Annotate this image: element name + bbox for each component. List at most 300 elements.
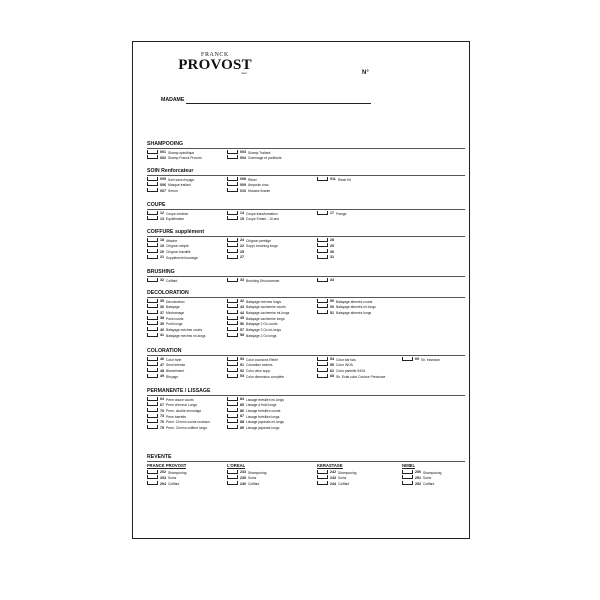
checkbox[interactable] [227,211,238,215]
service-row [147,188,465,194]
service-item [147,188,178,194]
section-decoloration [147,290,465,338]
checkbox[interactable] [147,249,158,253]
checkbox[interactable] [147,475,158,479]
checkbox[interactable] [147,238,158,242]
service-label: Coiffant [168,481,180,486]
service-code: 50 [330,299,334,304]
service-item [227,255,246,261]
service-code: 70 [160,408,164,413]
section-divider [147,355,465,356]
checkbox[interactable] [227,278,238,282]
checkbox[interactable] [227,182,238,186]
section-title: PERMANENTE / LISSAGE [147,388,211,394]
checkbox[interactable] [317,238,328,242]
service-code: 68 [330,374,334,379]
checkbox[interactable] [147,299,158,303]
revente-brand-headers [147,463,465,470]
service-code: 44 [240,310,244,315]
revente-section [147,454,465,487]
checkbox[interactable] [227,321,238,325]
checkbox[interactable] [227,475,238,479]
service-code: 19 [160,243,164,248]
checkbox[interactable] [227,402,238,406]
section-title: COIFFURE supplément [147,229,205,235]
service-item [402,481,434,487]
checkbox[interactable] [317,310,328,314]
checkbox[interactable] [227,188,238,192]
section-divider [147,209,465,210]
checkbox[interactable] [317,304,328,308]
service-code: 38 [160,316,164,321]
checkbox[interactable] [147,414,158,418]
service-label: Soin sans rinçage [168,177,195,182]
service-label: Shamp Traitant [248,150,271,155]
service-code: 51 [240,362,244,367]
checkbox[interactable] [147,316,158,320]
service-code: 250 [415,470,421,475]
service-item [147,255,198,261]
service-code: 45 [240,316,244,321]
checkbox[interactable] [227,374,238,378]
section-title: SHAMPOOING [147,141,184,147]
section-title: COLORATION [147,348,182,354]
service-label: Color INOA [336,362,353,367]
service-label: Balayage alternés mi-longs [336,304,376,309]
service-item [147,216,184,222]
service-row [147,216,465,222]
service-code: 31 [330,255,334,260]
service-label: Coupe transformation [246,211,278,216]
service-label: Soins [423,475,432,480]
checkbox[interactable] [227,255,238,259]
service-code: 001 [160,150,166,155]
section-title: REVENTE [147,454,172,460]
service-code: 36 [160,304,164,309]
service-label: Perm. Chrono coiffure longs [166,425,207,430]
service-code: 251 [415,475,421,480]
service-code: 17 [330,211,334,216]
section-title: DECOLORATION [147,290,189,296]
service-code: 243 [330,475,336,480]
service-label: Méchamage [166,310,185,315]
service-code: 43 [240,304,244,309]
checkbox[interactable] [147,278,158,282]
service-label: Perm cheveux Longs [166,402,197,407]
checkbox[interactable] [317,368,328,372]
section-title: COUPE [147,202,166,208]
checkbox[interactable] [402,475,413,479]
section-coiffure-suppl-ment [147,229,465,260]
service-label: Perm. Chrono courts rouleaux [166,420,210,425]
checkbox[interactable] [317,475,328,479]
checkbox[interactable] [227,155,238,159]
madame-label: MADAME [161,97,185,103]
section-coupe [147,202,465,222]
section-coloration [147,348,465,379]
service-label: Coiffant [338,481,350,486]
service-label: Shamp Franck Provost [168,155,202,160]
checkbox[interactable] [317,362,328,366]
section-title: SOIN Renforcateur [147,168,194,174]
service-code: 54 [330,357,334,362]
checkbox[interactable] [317,177,328,181]
service-code: 37 [160,310,164,315]
checkbox[interactable] [227,216,238,220]
service-label: Balayage 2 Oc longs [246,333,277,338]
service-item [317,255,336,261]
checkbox[interactable] [147,243,158,247]
service-code: 73 [160,414,164,419]
service-label: Balayage alternés longs [336,310,372,315]
brand-header [147,463,186,469]
checkbox[interactable] [317,211,328,215]
service-item [147,481,179,487]
service-label: Balayage [166,304,180,309]
service-label: Point longs [166,322,183,327]
section-divider [147,276,465,277]
service-label: Coloration racines [246,362,273,367]
section-soin-renforcateur [147,168,465,194]
service-label: Color deux supp. [246,368,271,373]
service-label: Ampoule choc [248,182,269,187]
service-code: 005 [160,177,166,182]
service-code: 79 [160,425,164,430]
service-item [147,333,206,339]
brand-header-label: L'OREAL [227,462,246,468]
checkbox[interactable] [227,243,238,247]
service-code: 244 [330,481,336,486]
checkbox[interactable] [227,310,238,314]
checkbox[interactable] [147,321,158,325]
service-item [227,188,270,194]
checkbox[interactable] [227,316,238,320]
checkbox[interactable] [147,481,158,485]
service-code: 239 [240,475,246,480]
checkbox[interactable] [227,333,238,337]
service-code: 240 [240,481,246,486]
service-label: Color bar bas [336,357,356,362]
service-label: Suppl. brushing longs [246,243,278,248]
service-label: Coiffant [248,481,260,486]
service-code: 002 [160,155,166,160]
checkbox[interactable] [147,255,158,259]
service-code: 39 [160,322,164,327]
service-code: 30 [330,249,334,254]
section-shampooing [147,141,465,161]
service-code: 008 [240,177,246,182]
service-code: 13 [160,216,164,221]
service-code: 85 [240,402,244,407]
service-label: Shampooing [423,470,442,475]
service-code: 46 [160,357,164,362]
service-code: 24 [240,238,244,243]
checkbox[interactable] [147,397,158,401]
checkbox[interactable] [147,216,158,220]
service-label: Décoloration [166,299,185,304]
checkbox[interactable] [317,249,328,253]
brand-header [227,463,245,469]
checkbox[interactable] [147,211,158,215]
checkbox[interactable] [147,177,158,181]
service-label: Rituel [248,177,257,182]
checkbox[interactable] [227,150,238,154]
service-code: 14 [240,211,244,216]
service-code: 56 [240,322,244,327]
checkbox[interactable] [227,357,238,361]
checkbox[interactable] [147,362,158,366]
service-item [317,481,349,487]
service-code: 69 [415,357,419,362]
service-code: 55 [330,362,334,367]
checkbox[interactable] [317,243,328,247]
service-code: 53 [240,357,244,362]
checkbox[interactable] [227,327,238,331]
brand-header-label: FRANCK PROVOST [147,462,187,468]
service-label: Sh. Eclat color Couleur Précieuse [336,374,386,379]
service-code: 53 [240,374,244,379]
service-item [147,155,202,161]
checkbox[interactable] [227,425,238,429]
checkbox[interactable] [147,333,158,337]
service-code: 004 [240,155,246,160]
checkbox[interactable] [147,150,158,154]
service-code: 64 [160,397,164,402]
service-label: Rinçage [166,374,179,379]
checkbox[interactable] [227,238,238,242]
checkbox[interactable] [227,414,238,418]
service-code: 007 [160,188,166,193]
logo-top: FRANCK [201,52,229,58]
checkbox[interactable] [227,304,238,308]
checkbox[interactable] [227,177,238,181]
checkbox[interactable] [227,249,238,253]
checkbox[interactable] [317,374,328,378]
section-divider [147,461,465,462]
service-row [147,425,465,431]
section-divider [147,395,465,396]
service-label: Point courts [166,316,184,321]
service-code: 29 [330,243,334,248]
service-label: Balayage 2 Oc mi-longs [246,327,282,332]
service-label: Chignon prestige [246,238,271,243]
checkbox[interactable] [227,470,238,474]
service-code: 204 [160,481,166,486]
service-label: Shampooing [338,470,357,475]
checkbox[interactable] [317,470,328,474]
checkbox[interactable] [147,419,158,423]
service-label: Coiffant [423,481,435,486]
section-divider [147,297,465,298]
service-item [147,425,207,431]
service-label: Coiffant [166,278,178,283]
brand-header-label: KERASTASE [317,462,343,468]
service-code: 009 [240,182,246,187]
service-code: 49 [160,374,164,379]
service-code: 48 [160,368,164,373]
checkbox[interactable] [147,368,158,372]
service-code: 51 [330,310,334,315]
checkbox[interactable] [147,425,158,429]
checkbox[interactable] [227,362,238,366]
service-label: Balayage cachemire longs [246,316,285,321]
salon-service-form [132,41,470,539]
service-code: 242 [330,470,336,475]
franck-provost-logo [175,52,255,76]
service-label: Masque traitant [168,182,191,187]
service-code: 006 [160,182,166,187]
service-row [147,255,465,261]
checkbox[interactable] [317,278,328,282]
checkbox[interactable] [317,357,328,361]
service-row [147,155,465,161]
service-code: 34 [330,278,334,283]
service-label: Balayage cachemire mi-longs [246,310,290,315]
madame-name-field[interactable] [186,103,371,104]
service-code: 00 [330,304,334,309]
checkbox[interactable] [147,357,158,361]
service-code: 57 [240,327,244,332]
service-code: 76 [160,420,164,425]
service-label: Shamp spécifique [168,150,195,155]
checkbox[interactable] [147,402,158,406]
service-code: 27 [240,255,244,260]
service-code: 202 [160,470,166,475]
service-code: 18 [160,238,164,243]
service-label: Lissage japonais longs [246,425,280,430]
checkbox[interactable] [317,299,328,303]
service-label: Balayage cachemire courts [246,304,286,309]
service-code: 41 [160,333,164,338]
section-title: BRUSHING [147,269,175,275]
service-item [147,374,178,380]
service-label: Blanchiment [166,368,185,373]
service-label: Color forte [166,357,182,362]
checkbox[interactable] [317,481,328,485]
service-label: Balayage mèches longs [246,299,282,304]
service-label: Coupe Enfant - 10 ans [246,216,279,221]
checkbox[interactable] [147,188,158,192]
logo-main: PROVOST [178,57,252,73]
service-code: 62 [330,368,334,373]
service-code: 28 [330,238,334,243]
service-label: Balayage mèches courts [166,327,203,332]
service-label: Chignon simple [166,243,189,248]
service-label: Perm barrette [166,414,187,419]
service-row [147,278,465,284]
checkbox[interactable] [227,368,238,372]
service-code: 40 [160,327,164,332]
service-label: Mousse fixante [248,188,271,193]
service-label: Color partielle INOA [336,368,366,373]
service-label: Gommage et purifiante [248,155,282,160]
service-label: Balayage mèches mi-longs [166,333,206,338]
service-label: Supplément bouclage [166,255,198,260]
brand-header [402,463,415,469]
service-item [227,425,279,431]
checkbox[interactable] [147,310,158,314]
service-code: 20 [160,249,164,254]
checkbox[interactable] [402,481,413,485]
service-label: Brushing Découvreuse [246,278,280,283]
service-label: Chignon travaillé [166,249,191,254]
service-item [227,481,259,487]
service-item [227,374,284,380]
service-label: Equilibration [166,216,185,221]
service-label: Lissage japonais mi-longs [246,420,284,425]
service-code: 42 [240,299,244,304]
checkbox[interactable] [402,357,413,361]
service-code: 47 [160,362,164,367]
section-divider [147,148,465,149]
service-code: 21 [160,255,164,260]
service-code: 33 [240,278,244,283]
logo-tag: PARIS [241,73,247,75]
brand-header [317,463,343,469]
checkbox[interactable] [317,255,328,259]
service-label: Shampooing [168,470,187,475]
service-code: 22 [240,243,244,248]
checkbox[interactable] [147,327,158,331]
service-label: Lissage brésilien mi-longs [246,397,284,402]
service-code: 58 [240,333,244,338]
service-code: 011 [330,177,336,182]
service-code: 87 [240,414,244,419]
brand-header-label: NIMEL [402,462,416,468]
checkbox[interactable] [147,374,158,378]
product-row [147,481,465,487]
service-item [227,333,276,339]
service-label: Balayage alternés courts [336,299,373,304]
checkbox[interactable] [147,304,158,308]
checkbox[interactable] [147,182,158,186]
service-label: Sh. essecian [421,357,440,362]
service-code: 88 [240,420,244,425]
checkbox[interactable] [147,155,158,159]
service-row [147,374,465,380]
service-code: 25 [240,249,244,254]
service-label: Coupe création [166,211,189,216]
service-code: 203 [160,475,166,480]
service-code: 89 [240,425,244,430]
checkbox[interactable] [227,419,238,423]
service-label: Semi-intense [166,362,186,367]
service-label: Attache [166,238,178,243]
service-label: Color dimension complète [246,374,285,379]
service-code: 35 [160,299,164,304]
service-label: Soins [168,475,177,480]
service-label: Soins [248,475,257,480]
checkbox[interactable] [147,470,158,474]
service-code: 84 [240,397,244,402]
checkbox[interactable] [227,481,238,485]
service-label: Frange [336,211,347,216]
service-label: Sérum [168,188,178,193]
service-label: Perm douce courts [166,397,194,402]
checkbox[interactable] [147,408,158,412]
service-item [227,155,282,161]
checkbox[interactable] [227,397,238,401]
section-permanente-lissage [147,388,465,431]
service-code: 252 [415,481,421,486]
service-code: 003 [240,150,246,155]
revente-rows [147,470,465,487]
service-code: 15 [240,216,244,221]
checkbox[interactable] [402,470,413,474]
checkbox[interactable] [227,299,238,303]
checkbox[interactable] [227,408,238,412]
section-brushing [147,269,465,283]
